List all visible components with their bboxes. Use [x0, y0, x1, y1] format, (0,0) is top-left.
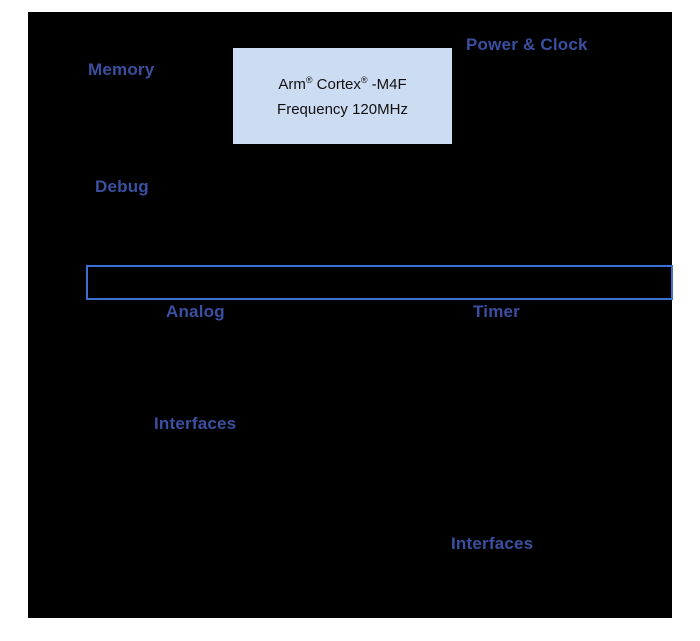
system-bus-bar — [86, 265, 673, 300]
section-title-analog: Analog — [166, 302, 225, 321]
diagram-frame — [28, 12, 672, 618]
section-title-interfaces-middle: Interfaces — [154, 414, 237, 433]
section-title-power-and-clock: Power & Clock — [466, 35, 588, 54]
section-title-memory: Memory — [88, 60, 155, 79]
section-title-interfaces-lower: Interfaces — [451, 534, 534, 553]
cpu-frequency: Frequency 120MHz — [277, 100, 408, 118]
cpu-core-block — [233, 48, 452, 144]
cpu-core-name: Arm® Cortex® -M4F — [278, 74, 407, 93]
section-title-debug: Debug — [95, 177, 149, 196]
section-title-timer: Timer — [473, 302, 520, 321]
